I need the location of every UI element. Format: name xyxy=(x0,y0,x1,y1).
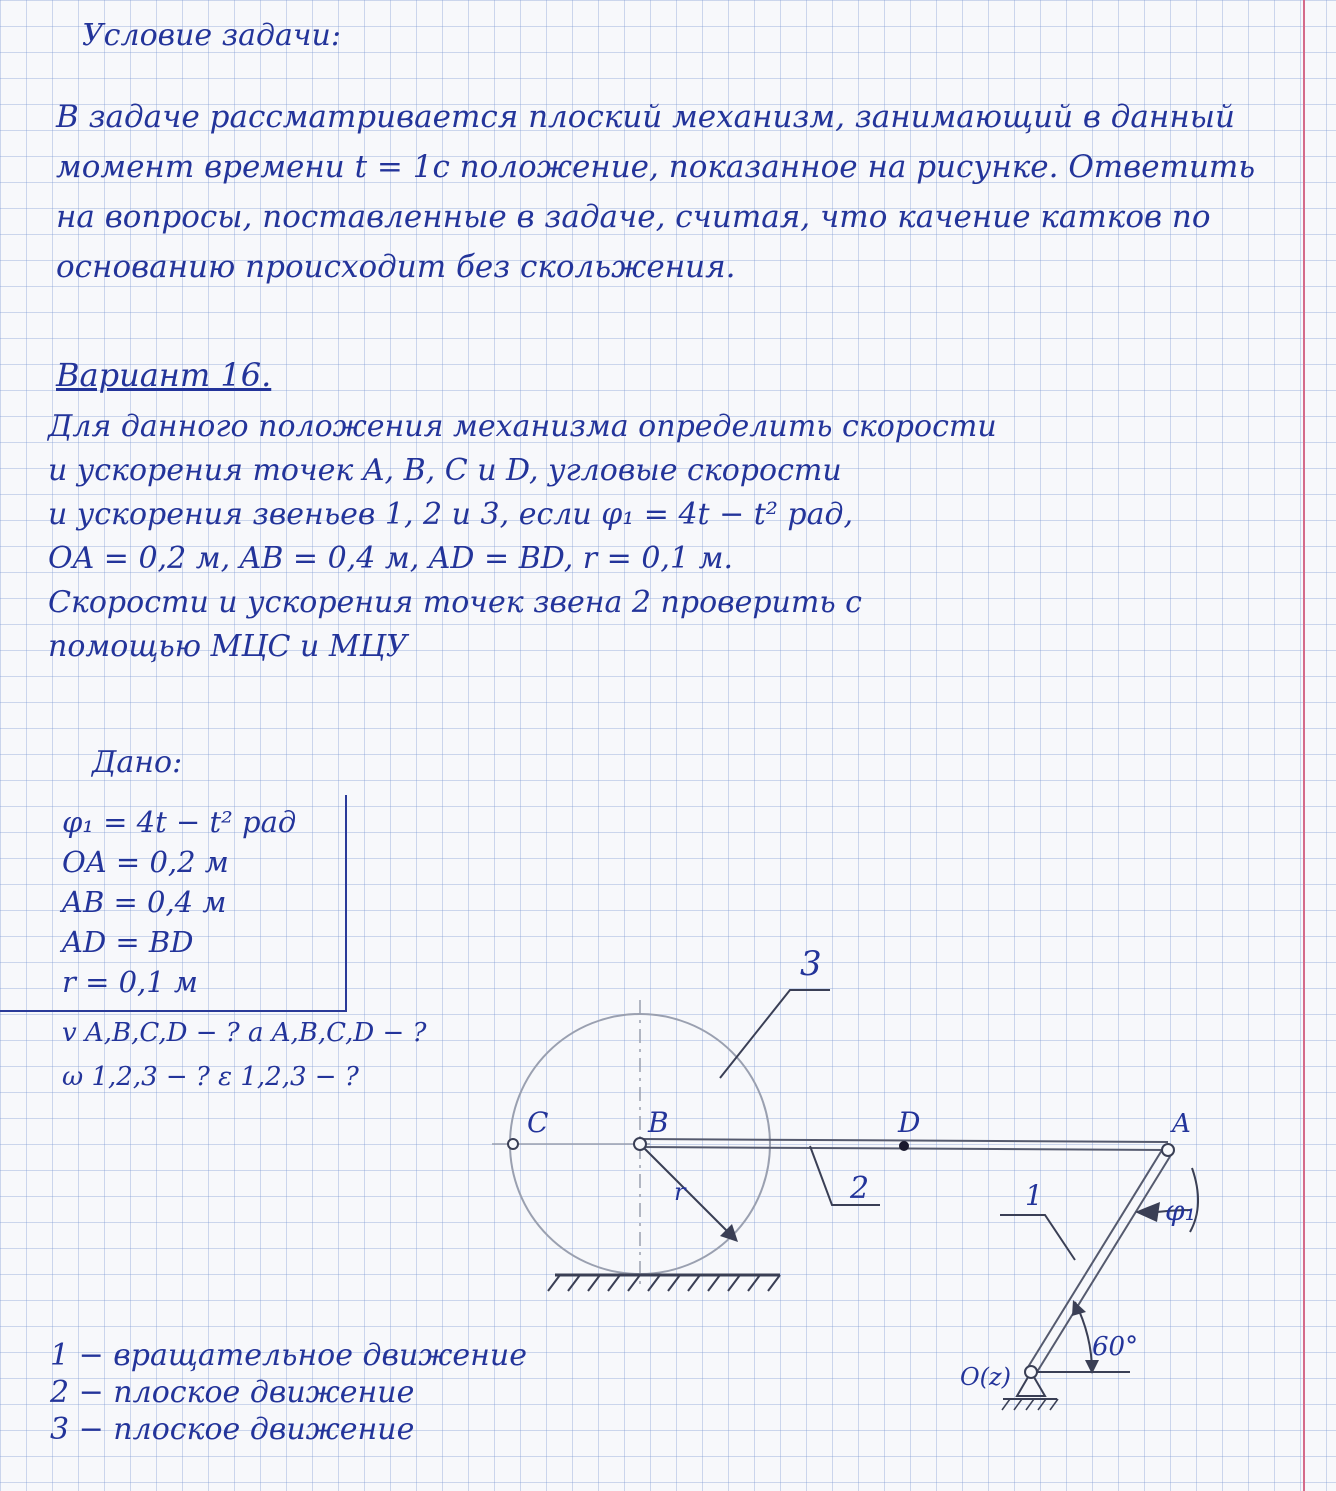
point-A-hinge xyxy=(1162,1144,1174,1156)
label-link-2: 2 xyxy=(850,1171,870,1206)
given-item: φ₁ = 4t − t² рад xyxy=(62,805,297,839)
label-C: C xyxy=(527,1106,549,1139)
label-D: D xyxy=(898,1106,921,1139)
task-line: помощью МЦС и МЦУ xyxy=(48,629,408,664)
support-hatching xyxy=(1002,1399,1058,1410)
variant-title: Вариант 16. xyxy=(56,356,272,394)
label-A: A xyxy=(1172,1109,1191,1139)
point-D-marker xyxy=(899,1141,909,1151)
radius-line xyxy=(640,1144,732,1236)
point-O-hinge xyxy=(1025,1366,1037,1378)
task-line: Скорости и ускорения точек звена 2 проверить с xyxy=(48,585,862,620)
link-3-leader xyxy=(720,990,830,1078)
phi-arrowhead xyxy=(1135,1202,1160,1222)
task-line: и ускорения точек A, B, C и D, угловые скорости xyxy=(48,453,842,488)
label-angle-60: 60° xyxy=(1092,1332,1139,1362)
link-2-leader xyxy=(810,1146,880,1205)
label-link-1: 1 xyxy=(1025,1179,1043,1212)
motion-item: 1 − вращательное движение xyxy=(50,1338,527,1373)
link-1-leader xyxy=(1000,1215,1075,1260)
given-title: Дано: xyxy=(92,745,183,780)
given-item: OA = 0,2 м xyxy=(62,845,229,879)
condition-paragraph: В задаче рассматривается плоский механизм, занимающий в данный момент времени t = 1c положение, показанное на рисунке. Ответить на вопросы, поставленные в задаче, считая, что качение катков по основанию происходит без скольжения. xyxy=(56,99,1256,285)
given-item: AD = BD xyxy=(62,925,194,959)
find-item: v A,B,C,D − ? a A,B,C,D − ? xyxy=(62,1018,427,1048)
label-link-3: 3 xyxy=(800,944,822,984)
page-title: Условие задачи: xyxy=(82,18,341,53)
label-radius: r xyxy=(674,1178,686,1206)
label-O: O(z) xyxy=(960,1363,1012,1391)
task-line: Для данного положения механизма определить скорости xyxy=(48,409,997,444)
label-B: B xyxy=(648,1106,669,1139)
point-B-hinge xyxy=(634,1138,646,1150)
task-line: OA = 0,2 м, AB = 0,4 м, AD = BD, r = 0,1 м. xyxy=(48,541,734,576)
motion-item: 2 − плоское движение xyxy=(50,1375,415,1410)
ground-hatching xyxy=(548,1275,780,1291)
motion-item: 3 − плоское движение xyxy=(50,1412,415,1447)
task-line: и ускорения звеньев 1, 2 и 3, если φ₁ = 4t − t² рад, xyxy=(48,497,854,532)
given-item: AB = 0,4 м xyxy=(62,885,227,919)
find-item: ω 1,2,3 − ? ε 1,2,3 − ? xyxy=(62,1062,359,1092)
label-phi: φ₁ xyxy=(1165,1194,1196,1227)
given-item: r = 0,1 м xyxy=(62,965,198,999)
point-C-marker xyxy=(508,1139,518,1149)
